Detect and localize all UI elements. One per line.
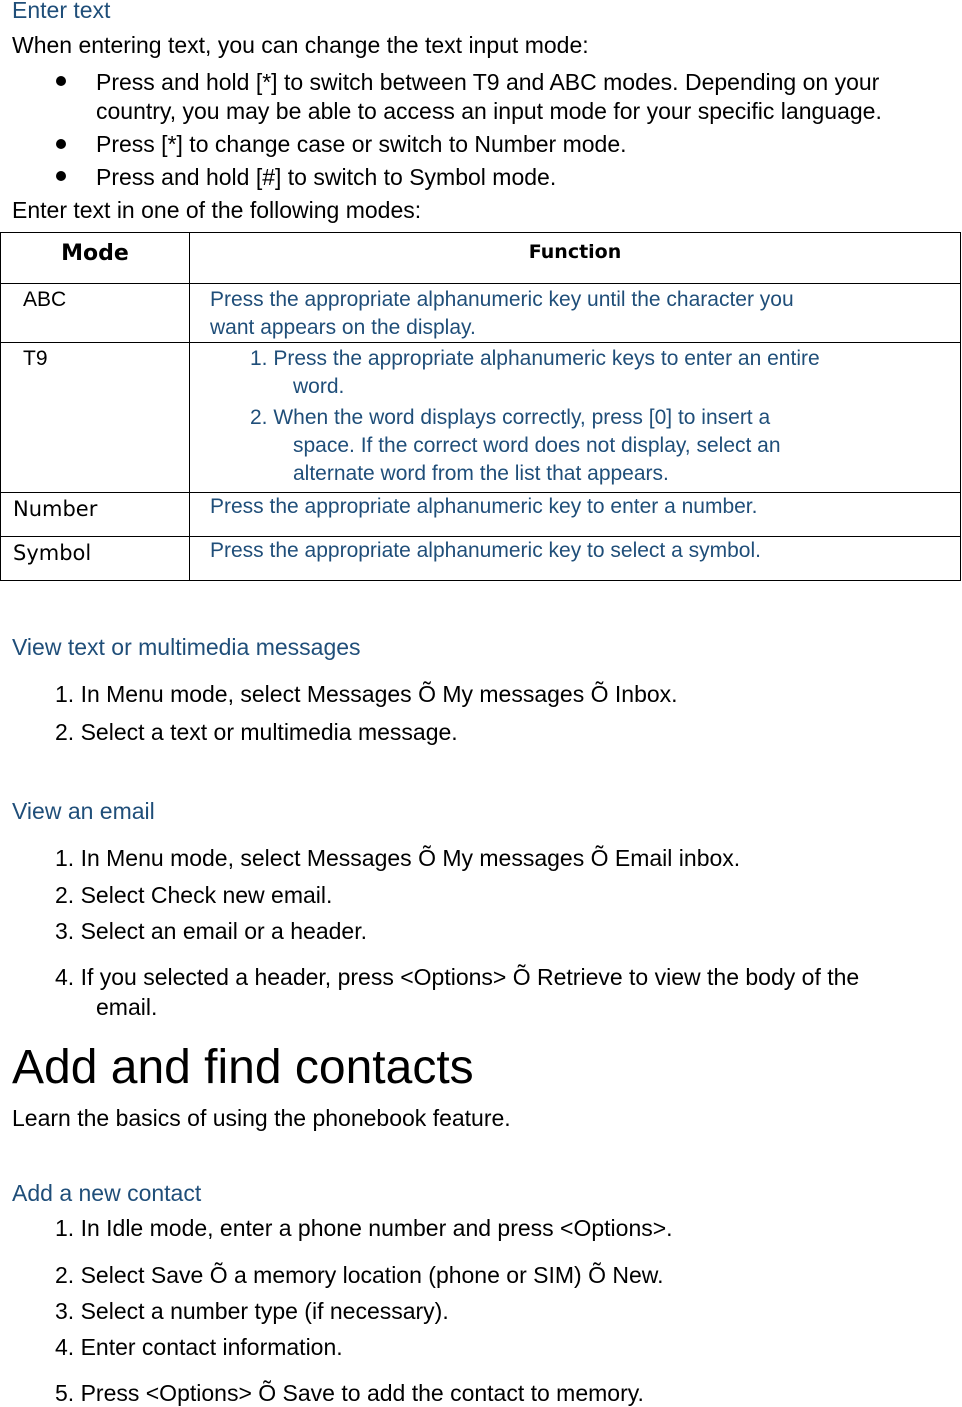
table-row bbox=[1, 343, 961, 493]
function-cell bbox=[190, 343, 961, 493]
bullet-icon bbox=[56, 171, 66, 181]
mode-cell: Symbol bbox=[1, 537, 190, 581]
function-step: 2. When the word displays correctly, press [0] to insert a bbox=[250, 406, 771, 429]
function-step-continued: word. bbox=[293, 375, 345, 398]
list-item: 3. Select a number type (if necessary). bbox=[55, 1298, 449, 1324]
list-item: 2. Select Check new email. bbox=[55, 882, 333, 908]
mode-cell: Number bbox=[1, 493, 190, 537]
section-heading-enter-text: Enter text bbox=[12, 0, 111, 23]
bullet-text: Press and hold [*] to switch between T9 and ABC modes. Depending on your bbox=[96, 69, 880, 95]
bullet-icon bbox=[56, 76, 66, 86]
table-row bbox=[1, 537, 961, 581]
page-title: Add and find contacts bbox=[12, 1041, 474, 1094]
list-item-continued: email. bbox=[96, 994, 158, 1020]
bullet-text-continued: country, you may be able to access an input mode for your specific language. bbox=[96, 98, 882, 124]
table-intro: Enter text in one of the following modes: bbox=[12, 197, 422, 223]
function-step-continued: space. If the correct word does not display, select an bbox=[293, 434, 781, 457]
bullet-text: Press and hold [#] to switch to Symbol mode. bbox=[96, 164, 557, 190]
list-item: 4. If you selected a header, press <Options> Õ Retrieve to view the body of the bbox=[55, 964, 860, 990]
modes-table bbox=[0, 232, 961, 581]
table-header-function: Function bbox=[190, 233, 961, 284]
function-cell bbox=[190, 284, 961, 343]
mode-cell: ABC bbox=[1, 284, 190, 343]
list-item: 3. Select an email or a header. bbox=[55, 918, 367, 944]
list-item: 5. Press <Options> Õ Save to add the contact to memory. bbox=[55, 1380, 644, 1406]
table-header-mode: Mode bbox=[1, 233, 190, 284]
function-text: Press the appropriate alphanumeric key to enter a number. bbox=[210, 495, 758, 518]
function-step: 1. Press the appropriate alphanumeric keys to enter an entire bbox=[250, 347, 820, 370]
contacts-intro: Learn the basics of using the phonebook feature. bbox=[12, 1105, 511, 1131]
function-text: Press the appropriate alphanumeric key to select a symbol. bbox=[210, 539, 761, 562]
list-item: 1. In Menu mode, select Messages Õ My messages Õ Email inbox. bbox=[55, 845, 741, 871]
section-heading-view-messages: View text or multimedia messages bbox=[12, 634, 361, 660]
section-heading-view-email: View an email bbox=[12, 798, 155, 824]
function-cell bbox=[190, 493, 961, 537]
bullet-text: Press [*] to change case or switch to Number mode. bbox=[96, 131, 627, 157]
function-text: Press the appropriate alphanumeric key until the character you bbox=[210, 288, 794, 311]
enter-text-intro: When entering text, you can change the text input mode: bbox=[12, 32, 589, 58]
function-text: want appears on the display. bbox=[210, 316, 476, 339]
table-row bbox=[1, 493, 961, 537]
list-item: 2. Select Save Õ a memory location (phone or SIM) Õ New. bbox=[55, 1262, 664, 1288]
list-item: 2. Select a text or multimedia message. bbox=[55, 719, 458, 745]
function-step-continued: alternate word from the list that appears. bbox=[293, 462, 669, 485]
table-header-row bbox=[1, 233, 961, 284]
mode-cell: T9 bbox=[1, 343, 190, 493]
table-row bbox=[1, 284, 961, 343]
list-item: 4. Enter contact information. bbox=[55, 1334, 343, 1360]
list-item: 1. In Menu mode, select Messages Õ My messages Õ Inbox. bbox=[55, 681, 678, 707]
function-cell bbox=[190, 537, 961, 581]
section-heading-add-contact: Add a new contact bbox=[12, 1180, 202, 1206]
bullet-icon bbox=[56, 139, 66, 149]
list-item: 1. In Idle mode, enter a phone number and press <Options>. bbox=[55, 1215, 673, 1241]
